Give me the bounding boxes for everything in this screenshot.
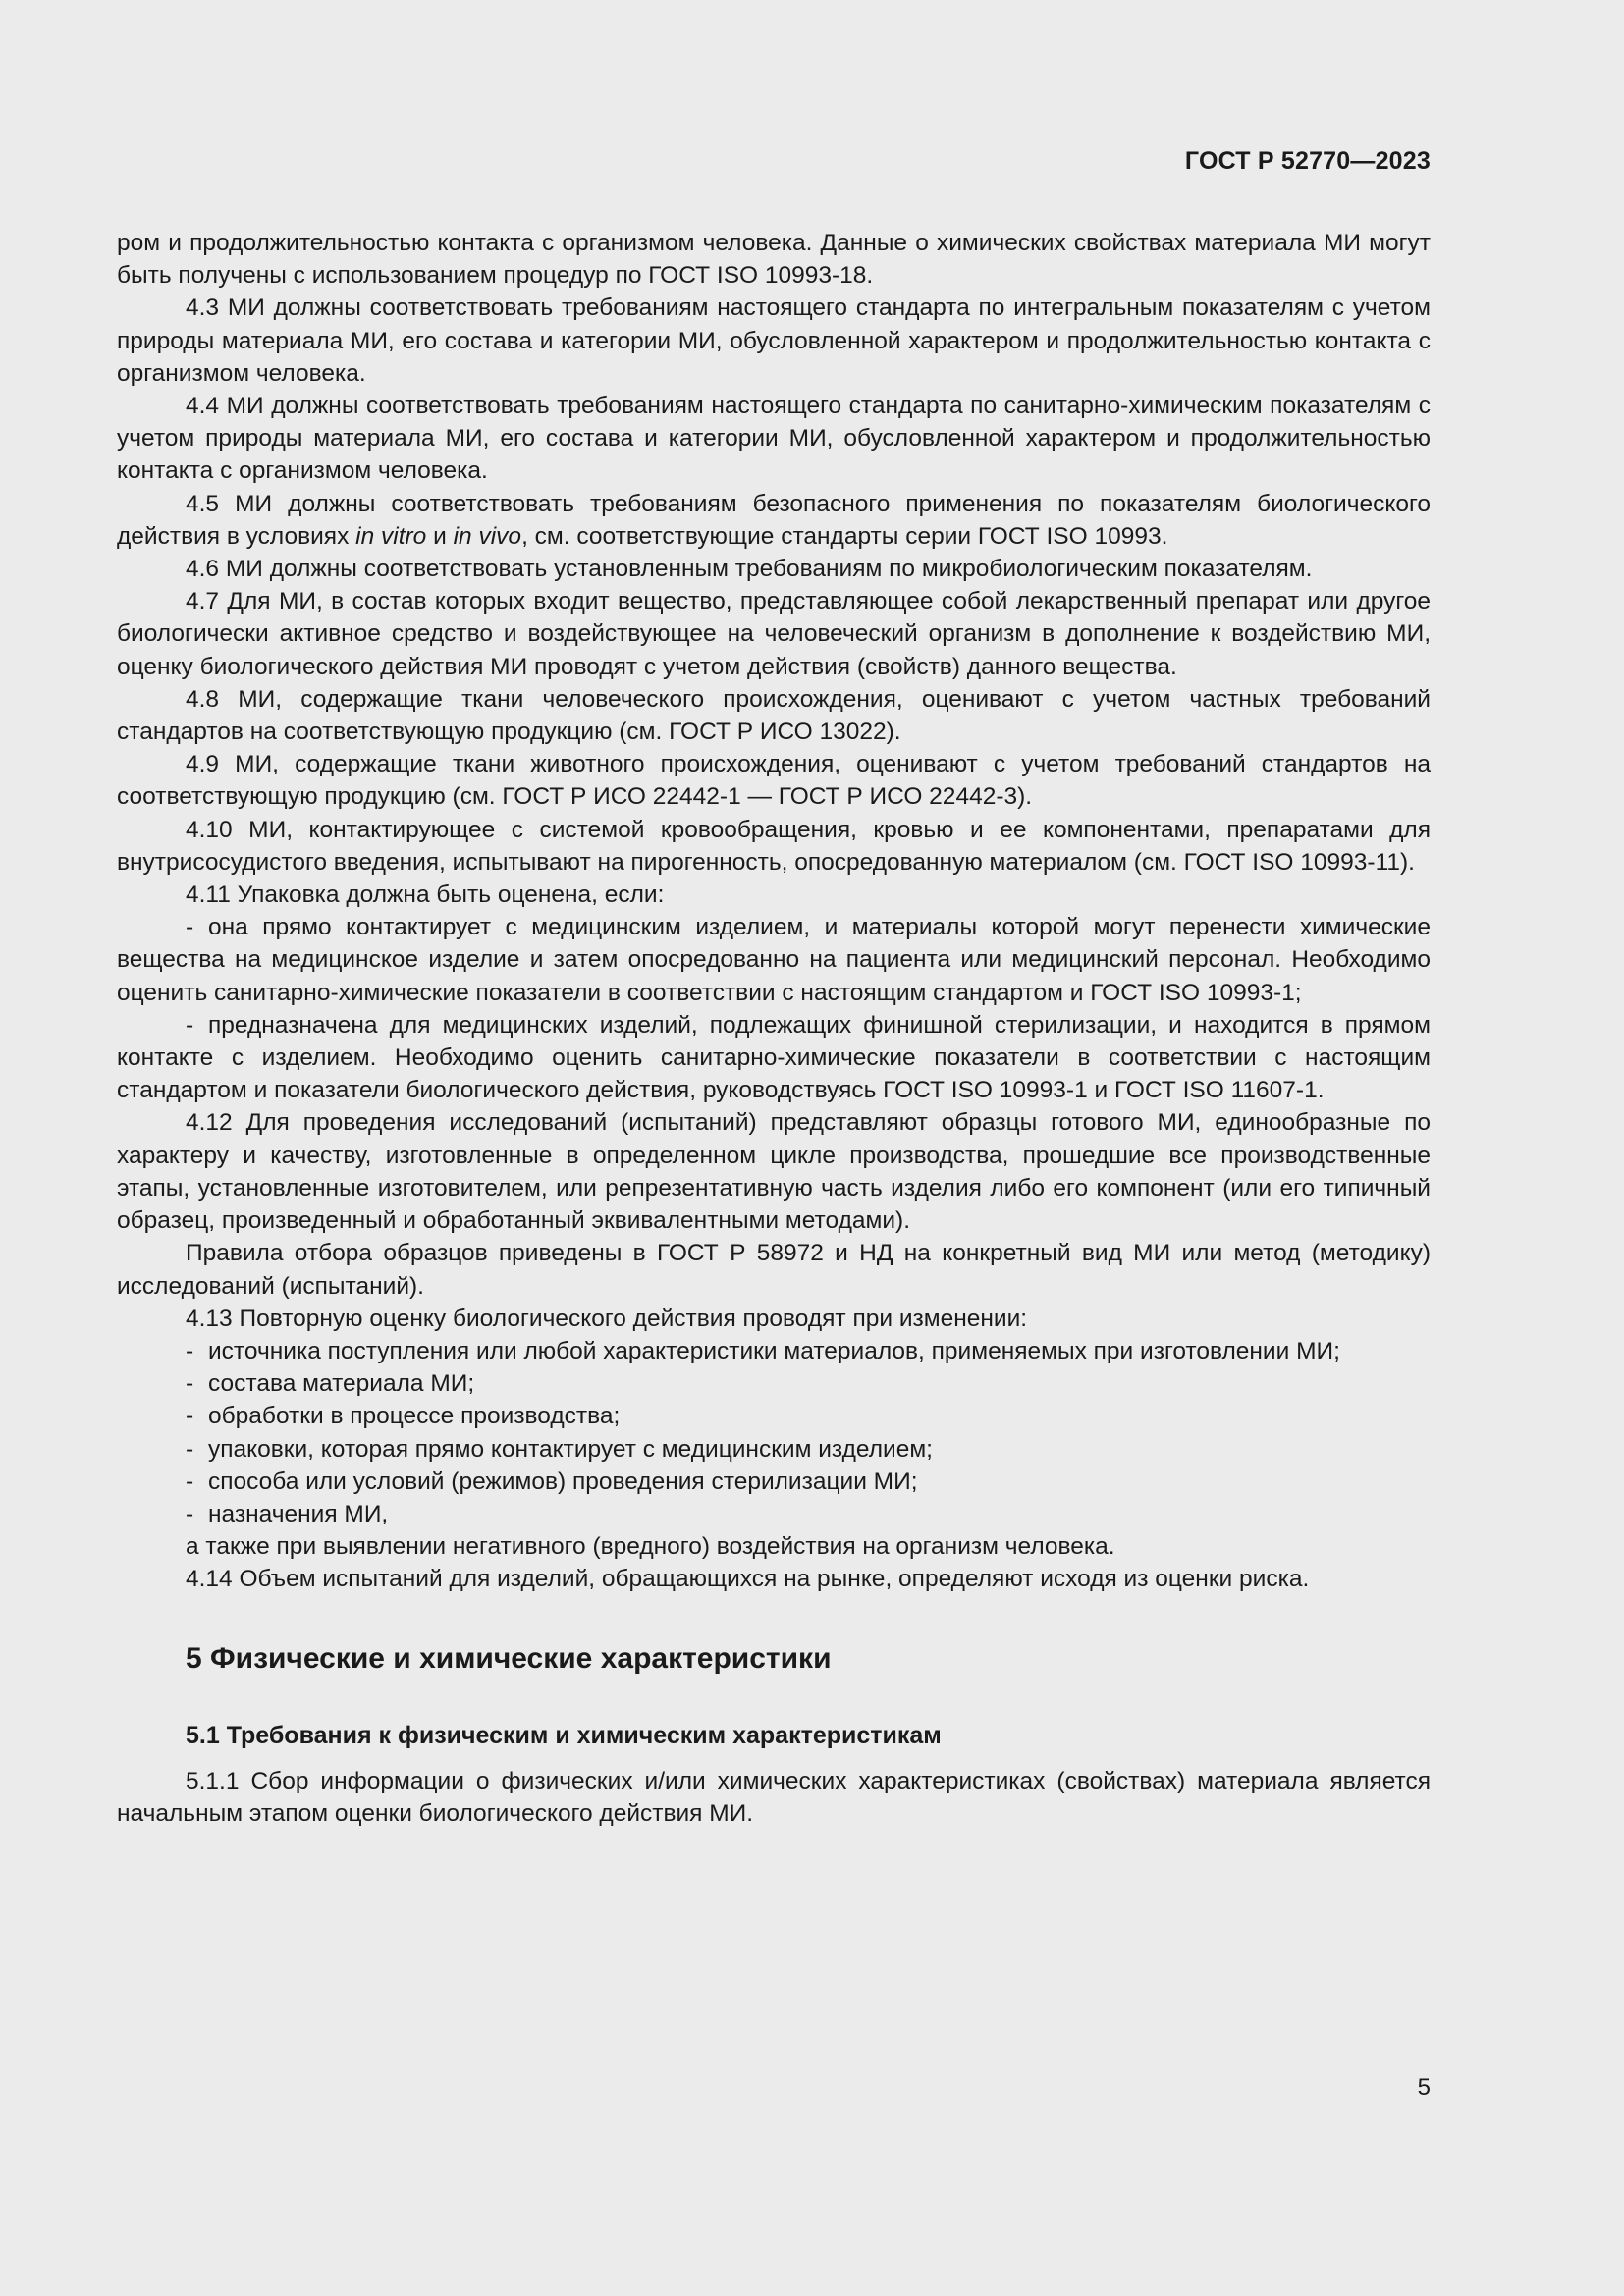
paragraph-4-9: 4.9 МИ, содержащие ткани животного происхождения, оценивают с учетом требований стандартов на соответствующую продукцию (см. ГОСТ Р ИСО 22442-1 — ГОСТ Р ИСО 22442-3).: [117, 751, 1431, 811]
in-vivo-term: in vivo: [453, 522, 522, 550]
document-number-header: ГОСТ Р 52770—2023: [1184, 147, 1431, 175]
dash-marker: -: [186, 1468, 194, 1495]
list-item: [117, 1335, 1431, 1367]
list-item: [117, 1400, 1431, 1432]
list-item: [117, 1367, 1431, 1400]
paragraph-4-7: 4.7 Для МИ, в состав которых входит вещество, представляющее собой лекарственный препарат или другое биологически активное средство и воздействующее на человеческий организм в дополнение к воздействию МИ, оценку биологического действия МИ проводят с учетом действия (свойств) данного вещества.: [117, 588, 1431, 680]
paragraph-4-14: 4.14 Объем испытаний для изделий, обращающихся на рынке, определяют исходя из оценки риска.: [186, 1566, 1310, 1593]
paragraph-4-10: 4.10 МИ, контактирующее с системой кровообращения, кровью и ее компонентами, препаратами для внутрисосудистого введения, испытывают на пирогенность, опосредованную материалом (см. ГОСТ ISO 10993-11).: [117, 816, 1431, 876]
paragraph-4-12: 4.12 Для проведения исследований (испытаний) представляют образцы готового МИ, единообразные по характеру и качеству, изготовленные в определенном цикле производства, прошедшие все производственные этапы, установленные изготовителем, или репрезентативную часть изделия либо его компонент (или его типичный образец, произведенный и обработанный эквивалентными методами).: [117, 1109, 1431, 1235]
list-item-text: она прямо контактирует с медицинским изделием, и материалы которой могут перенести химические вещества на медицинское изделие и затем опосредованно на пациента или медицинский персонал. Необходимо оценить санитарно-химические показатели в соответствии с настоящим стандартом и ГОСТ ISO 10993-1;: [117, 914, 1431, 1006]
list-item: [117, 1466, 1431, 1498]
list-item-text: способа или условий (режимов) проведения стерилизации МИ;: [208, 1468, 918, 1495]
paragraph-4-5-text-b: , см. соответствующие стандарты серии ГОСТ ISO 10993.: [521, 522, 1168, 550]
list-item-text: предназначена для медицинских изделий, подлежащих финишной стерилизации, и находится в прямом контакте с изделием. Необходимо оценить санитарно-химические показатели в соответствии с настоящим стандартом и показатели биологического действия, руководствуясь ГОСТ ISO 10993-1 и ГОСТ ISO 11607-1.: [117, 1011, 1431, 1104]
list-item: [117, 1498, 1431, 1530]
list-item-text: назначения МИ,: [208, 1500, 389, 1527]
page-number: 5: [1417, 2074, 1431, 2101]
dash-marker: -: [186, 1435, 194, 1463]
paragraph-4-13-tail: а также при выявлении негативного (вредного) воздействия на организм человека.: [186, 1533, 1115, 1561]
list-item-text: состава материала МИ;: [208, 1370, 475, 1398]
dash-marker: -: [186, 1370, 194, 1398]
paragraph-4-12-rules: Правила отбора образцов приведены в ГОСТ Р 58972 и НД на конкретный вид МИ или метод (методику) исследований (испытаний).: [117, 1240, 1431, 1300]
section-5-title: 5 Физические и химические характеристики: [186, 1641, 832, 1675]
subsection-5-1-title: 5.1 Требования к физическим и химическим характеристикам: [186, 1721, 942, 1749]
paragraph-4-6: 4.6 МИ должны соответствовать установленным требованиям по микробиологическим показателям.: [186, 556, 1313, 583]
paragraph-4-8: 4.8 МИ, содержащие ткани человеческого происхождения, оценивают с учетом частных требований стандартов на соответствующую продукцию (см. ГОСТ Р ИСО 13022).: [117, 685, 1431, 746]
paragraph-4-4: 4.4 МИ должны соответствовать требованиям настоящего стандарта по санитарно-химическим показателям с учетом природы материала МИ, его состава и категории МИ, обусловленной характером и продолжительностью контакта с организмом человека.: [117, 393, 1431, 485]
list-item: [117, 1433, 1431, 1466]
list-item-text: упаковки, которая прямо контактирует с медицинским изделием;: [208, 1435, 933, 1463]
list-item: [117, 1009, 1431, 1107]
document-body: [117, 227, 1431, 1830]
in-vitro-term: in vitro: [355, 522, 427, 550]
dash-marker: -: [186, 1337, 194, 1364]
paragraph-4-13: 4.13 Повторную оценку биологического действия проводят при изменении:: [186, 1305, 1028, 1332]
list-item: [117, 911, 1431, 1009]
dash-marker: -: [186, 914, 194, 941]
paragraph-4-5-text-a: 4.5 МИ должны соответствовать требованиям безопасного применения по показателям биологического действия в условиях: [117, 490, 1431, 550]
paragraph-continuation: ром и продолжительностью контакта с организмом человека. Данные о химических свойствах материала МИ могут быть получены с использованием процедур по ГОСТ ISO 10993-18.: [117, 230, 1431, 290]
list-item-text: обработки в процессе производства;: [208, 1403, 621, 1430]
paragraph-5-1-1: 5.1.1 Сбор информации о физических и/или химических характеристиках (свойствах) материала является начальным этапом оценки биологического действия МИ.: [117, 1767, 1431, 1827]
paragraph-4-5-and: и: [426, 522, 454, 550]
list-item-text: источника поступления или любой характеристики материалов, применяемых при изготовлении МИ;: [208, 1337, 1340, 1364]
dash-marker: -: [186, 1500, 194, 1527]
paragraph-4-5: [117, 488, 1431, 553]
paragraph-4-3: 4.3 МИ должны соответствовать требованиям настоящего стандарта по интегральным показателям с учетом природы материала МИ, его состава и категории МИ, обусловленной характером и продолжительностью контакта с организмом человека.: [117, 294, 1431, 387]
dash-marker: -: [186, 1403, 194, 1430]
dash-marker: -: [186, 1011, 194, 1039]
paragraph-4-11: 4.11 Упаковка должна быть оценена, если:: [186, 881, 665, 909]
